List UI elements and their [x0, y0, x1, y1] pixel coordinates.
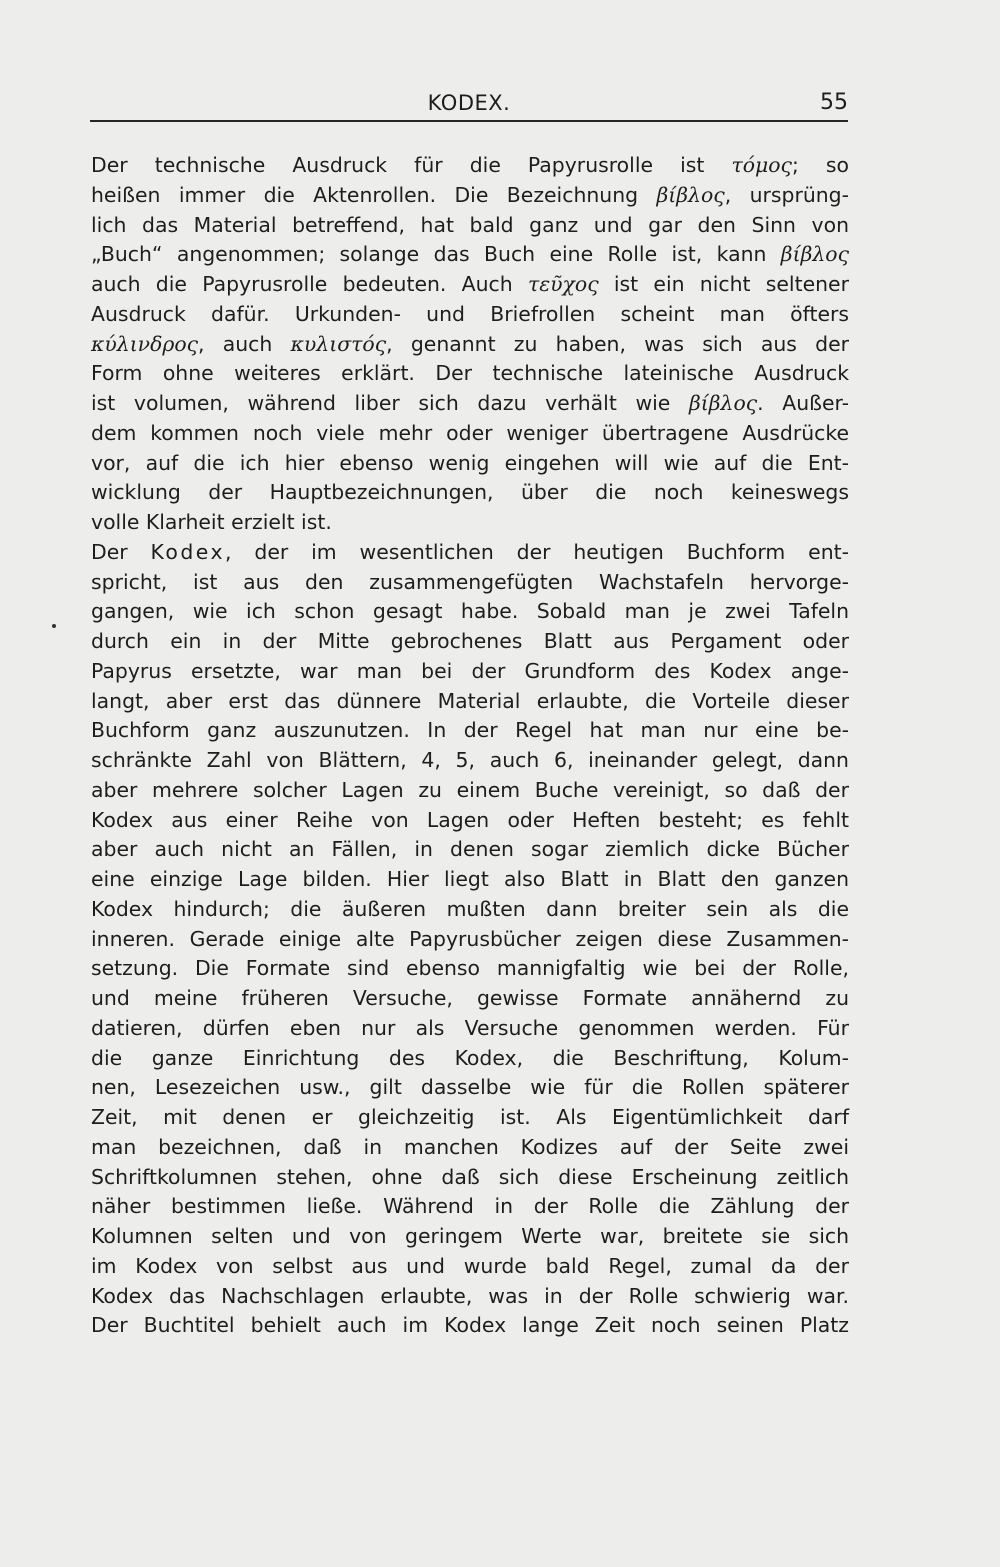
text-line: setzung. Die Formate sind ebenso mannigfaltig wie bei der Rolle,: [91, 956, 849, 981]
text-line: Der technische Ausdruck für die Papyrusrolle ist τόμος; so: [91, 153, 850, 177]
text-line: Kodex das Nachschlagen erlaubte, was in der Rolle schwierig war.: [91, 1283, 849, 1308]
greek-term: βίβλος: [656, 182, 725, 207]
spaced-term: Kodex: [150, 539, 226, 564]
text-line: gangen, wie ich schon gesagt habe. Sobald man je zwei Tafeln: [91, 599, 849, 624]
greek-term: βίβλος: [780, 242, 849, 267]
text-line: „Buch“ angenommen; solange das Buch eine Rolle ist, kann βίβλος: [91, 242, 849, 267]
text-line: und meine früheren Versuche, gewisse Formate annähernd zu: [91, 986, 849, 1010]
running-title: KODEX.: [427, 91, 511, 115]
text-line: näher bestimmen ließe. Während in der Rolle die Zählung der: [91, 1194, 849, 1219]
text-line: die ganze Einrichtung des Kodex, die Beschriftung, Kolum-: [91, 1045, 849, 1070]
text-line: langt, aber erst das dünnere Material erlaubte, die Vorteile dieser: [91, 688, 849, 713]
text-line: im Kodex von selbst aus und wurde bald Regel, zumal da der: [91, 1253, 849, 1278]
text-line: nen, Lesezeichen usw., gilt dasselbe wie für die Rollen späterer: [91, 1075, 849, 1100]
text-line: Der Buchtitel behielt auch im Kodex lange Zeit noch seinen Platz: [91, 1313, 849, 1338]
text-line: Kodex aus einer Reihe von Lagen oder Heften besteht; es fehlt: [91, 807, 849, 832]
text-line: ist volumen, während liber sich dazu verhält wie βίβλος. Außer-: [91, 391, 849, 415]
greek-term: κύλινδρος: [91, 331, 199, 356]
text-line: man bezeichnen, daß in manchen Kodizes auf der Seite zwei: [91, 1134, 849, 1159]
text-line: Ausdruck dafür. Urkunden- und Briefrollen scheint man öfters: [91, 301, 849, 326]
text-line: Zeit, mit denen er gleichzeitig ist. Als Eigentümlichkeit darf: [91, 1105, 849, 1129]
page-header: [90, 88, 848, 122]
greek-term: βίβλος: [688, 391, 758, 415]
text-line: aber auch nicht an Fällen, in denen sogar ziemlich dicke Bücher: [91, 837, 849, 862]
header-rule: [90, 120, 848, 122]
text-line: Buchform ganz auszunutzen. In der Regel hat man nur eine be-: [91, 718, 849, 743]
text-line: volle Klarheit erzielt ist.: [91, 510, 332, 534]
text-line: Form ohne weiteres erklärt. Der technische lateinische Ausdruck: [91, 361, 849, 386]
text-line: datieren, dürfen eben nur als Versuche genommen werden. Für: [91, 1015, 849, 1040]
margin-mark: [52, 624, 56, 628]
text-line: Der Kodex, der im wesentlichen der heutigen Buchform ent-: [91, 539, 849, 564]
text-line: wicklung der Hauptbezeichnungen, über die noch keineswegs: [91, 480, 849, 505]
greek-term: κυλιστός: [290, 331, 387, 356]
text-line: Schriftkolumnen stehen, ohne daß sich diese Erscheinung zeitlich: [91, 1164, 849, 1189]
text-line: lich das Material betreffend, hat bald ganz und gar den Sinn von: [91, 212, 849, 237]
text-line: spricht, ist aus den zusammengefügten Wachstafeln hervorge-: [91, 569, 849, 594]
text-line: Papyrus ersetzte, war man bei der Grundform des Kodex ange-: [91, 658, 849, 683]
text-line: aber mehrere solcher Lagen zu einem Buche vereinigt, so daß der: [91, 777, 849, 802]
text-line: dem kommen noch viele mehr oder weniger übertragene Ausdrücke: [91, 420, 849, 445]
body-text: [91, 151, 849, 1341]
text-line: auch die Papyrusrolle bedeuten. Auch τεῦχος ist ein nicht seltener: [91, 272, 849, 296]
greek-term: τόμος: [731, 153, 792, 177]
text-line: Kolumnen selten und von geringem Werte war, breitete sie sich: [91, 1224, 849, 1248]
text-line: eine einzige Lage bilden. Hier liegt also Blatt in Blatt den ganzen: [91, 867, 849, 891]
text-line: inneren. Gerade einige alte Papyrusbücher zeigen diese Zusammen-: [91, 926, 849, 951]
text-line: κύλινδρος, auch κυλιστός, genannt zu haben, was sich aus der: [91, 331, 849, 356]
text-line: Kodex hindurch; die äußeren mußten dann breiter sein als die: [91, 896, 849, 921]
page-number: 55: [820, 90, 848, 115]
text-line: vor, auf die ich hier ebenso wenig eingehen will wie auf die Ent-: [91, 450, 849, 475]
text-line: schränkte Zahl von Blättern, 4, 5, auch 6, ineinander gelegt, dann: [91, 748, 849, 772]
text-line: durch ein in der Mitte gebrochenes Blatt aus Pergament oder: [91, 629, 849, 653]
text-line: heißen immer die Aktenrollen. Die Bezeichnung βίβλος, ursprüng-: [91, 182, 849, 207]
greek-term: τεῦχος: [527, 272, 599, 296]
